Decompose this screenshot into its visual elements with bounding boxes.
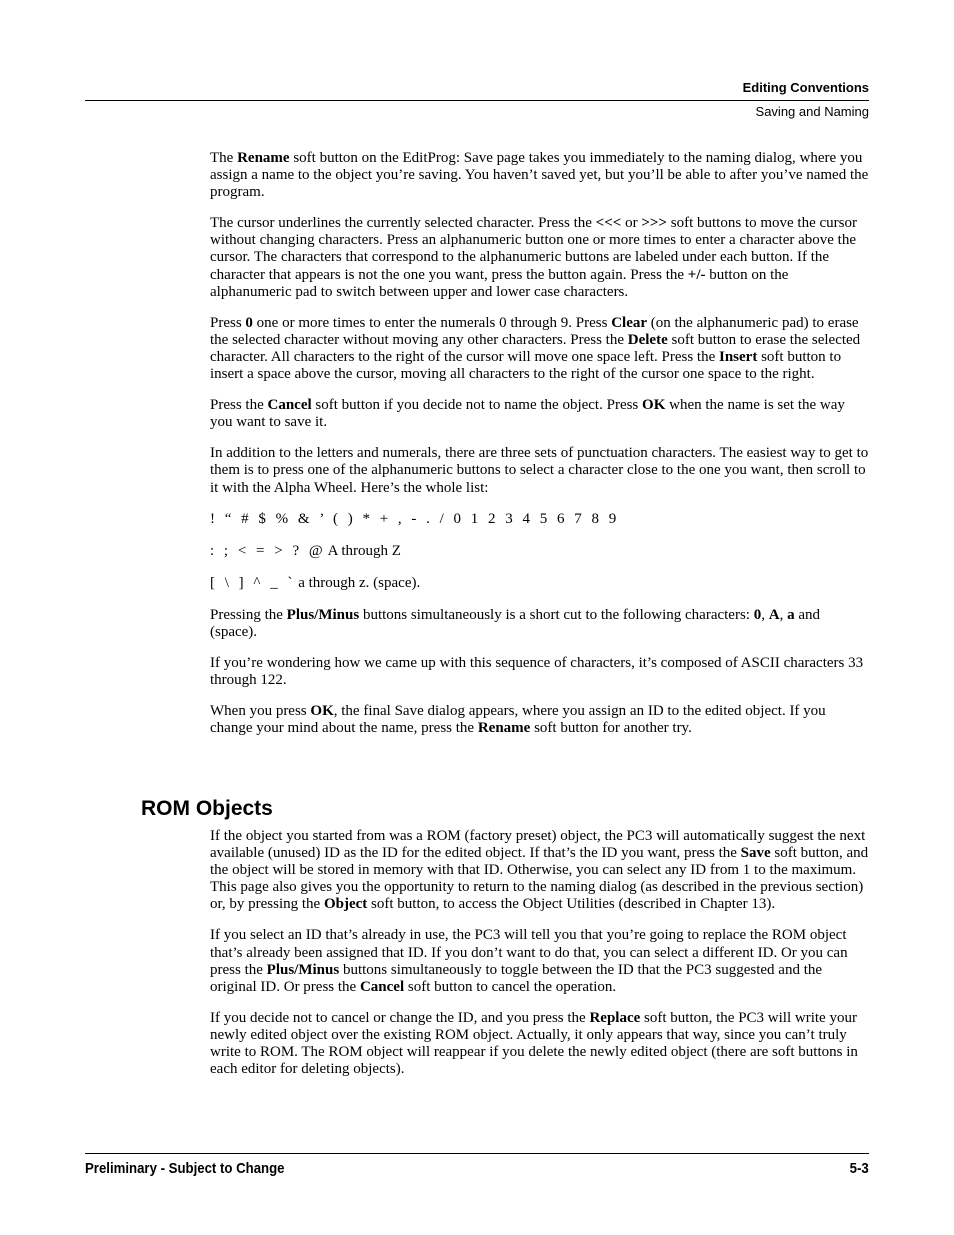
running-header-chapter: Editing Conventions [742, 80, 869, 95]
header-rule [85, 100, 869, 101]
paragraph-rom-intro: If the object you started from was a ROM (factory preset) object, the PC3 will automatically suggest the next available (unused) ID as the ID for the edited object. If that’s the ID you want, press the Save soft button, and the object will be stored in memory with that ID. Otherwise, you can select any ID from 1 to the maximum. This page also gives you the opportunity to return to the naming dialog (as described in the previous section) or, by pressing the Object soft button, to access the Object Utilities (described in Chapter 13). [210, 828, 869, 913]
punctuation-list-line-1: ! “ # $ % & ’ ( ) * + , - . / 0 1 2 3 4 5 6 7 8 9 [210, 510, 619, 527]
paragraph-cancel: Press the Cancel soft button if you decide not to name the object. Press OK when the name is set the way you want to save it. [210, 397, 845, 431]
paragraph-ok-save: When you press OK, the final Save dialog appears, where you assign an ID to the edited object. If you change your mind about the name, press the Rename soft button for another try. [210, 703, 826, 737]
paragraph-rename: The Rename soft button on the EditProg: Save page takes you immediately to the naming dialog, where you assign a name to the object you’re saving. You haven’t saved yet, but you’ll be able to after you’ve named the program. [210, 150, 869, 201]
paragraph-cursor: The cursor underlines the currently selected character. Press the <<< or >>> soft buttons to move the cursor without changing characters. Press an alphanumeric button one or more times to enter a character above the cursor. The characters that correspond to the alphanumeric buttons are labeled under each button. If the character that appears is not the one you want, press the button again. Press the +/- button on the alphanumeric pad to switch between upper and lower case characters. [210, 215, 857, 300]
paragraph-rom-replace: If you select an ID that’s already in use, the PC3 will tell you that you’re going to replace the ROM object that’s already been assigned that ID. If you don’t want to do that, you can select a different ID. Or you can press the Plus/Minus buttons simultaneously to toggle between the ID that the PC3 suggested and the original ID. Or press the Cancel soft button to cancel the operation. [210, 927, 848, 995]
paragraph-plus-minus: Pressing the Plus/Minus buttons simultaneously is a short cut to the following characters: 0, A, a and (space). [210, 606, 820, 640]
running-header-section: Saving and Naming [755, 104, 869, 119]
paragraph-rom-overwrite: If you decide not to cancel or change the ID, and you press the Replace soft button, the PC3 will write your newly edited object over the existing ROM object. Actually, it only appears that way, since you can’t truly write to ROM. The ROM object will reappear if you delete the newly edited object (there are soft buttons in each editor for deleting objects). [210, 1009, 858, 1078]
punctuation-list-line-2: : ; < = > ? @ A through Z [210, 542, 401, 559]
punctuation-list-line-3: [ \ ] ^ _ ` a through z. (space). [210, 574, 421, 591]
body-text-block [210, 150, 870, 751]
page-number: 5-3 [849, 1160, 869, 1177]
paragraph-numerals: Press 0 one or more times to enter the numerals 0 through 9. Press Clear (on the alphanumeric pad) to erase the selected character without moving any other characters. Press the Delete soft button to erase the selected character. All characters to the right of the cursor will move one space left. Press the Insert soft button to insert a space above the cursor, moving all characters to the right of the cursor one space to the right. [210, 314, 861, 383]
body-text-block-rom [210, 828, 870, 1092]
footer-rule [85, 1153, 869, 1154]
paragraph-ascii: If you’re wondering how we came up with this sequence of characters, it’s composed of ASCII characters 33 through 122. [210, 655, 864, 689]
footer-notice: Preliminary - Subject to Change [85, 1160, 285, 1177]
paragraph-punctuation-intro: In addition to the letters and numerals, there are three sets of punctuation characters. The easiest way to get to them is to press one of the alphanumeric buttons to select a character close to the one you want, then scroll to it with the Alpha Wheel. Here’s the whole list: [210, 445, 869, 496]
section-heading: ROM Objects [141, 797, 273, 820]
